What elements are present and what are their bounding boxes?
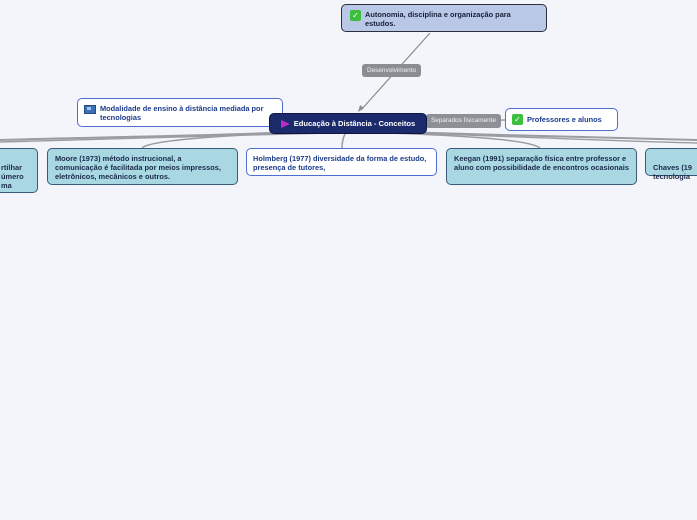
concept-node-keegan[interactable] (446, 148, 637, 185)
concept-node-chaves[interactable] (645, 148, 697, 181)
relation-separados-label: Separados fisicamente (431, 117, 497, 124)
node-professores[interactable] (505, 108, 618, 131)
concept-label: rtilhar úmero ma (1, 163, 24, 190)
concept-node-holmberg[interactable] (246, 148, 437, 176)
node-modalidade[interactable] (77, 98, 283, 127)
node-autonomia[interactable] (341, 4, 547, 32)
root-node-label: Educação à Distância - Conceitos (293, 119, 416, 128)
relation-desenvolvimento[interactable] (362, 64, 421, 77)
checkbox-icon: ✓ (350, 10, 361, 21)
node-autonomia-label: Autonomia, disciplina e organização para estudos. (365, 10, 511, 28)
media-icon (84, 105, 96, 114)
concept-label: Moore (1973) método instrucional, a comunicação é facilitada por meios impressos, eletrônicos, mecânicos e outros. (55, 154, 221, 181)
relation-separados[interactable] (426, 114, 501, 128)
concept-label: Holmberg (1977) diversidade da forma de estudo, presença de tutores, (253, 154, 427, 172)
root-node[interactable] (269, 113, 427, 134)
concept-label: Chaves (19 tecnologia (653, 163, 693, 181)
node-professores-label: Professores e alunos (527, 115, 602, 124)
concept-label: Keegan (1991) separação física entre professor e aluno com possibilidade de encontros ocasionais (454, 154, 629, 172)
relation-desenvolvimento-label: Desenvolvimento (367, 67, 417, 74)
node-modalidade-label: Modalidade de ensino à distância mediada por tecnologias (100, 104, 264, 122)
concept-node-moore[interactable] (47, 148, 238, 185)
checkbox-icon: ✓ (512, 114, 523, 125)
flag-icon (281, 120, 290, 128)
concept-node-partial-left[interactable] (0, 148, 38, 193)
